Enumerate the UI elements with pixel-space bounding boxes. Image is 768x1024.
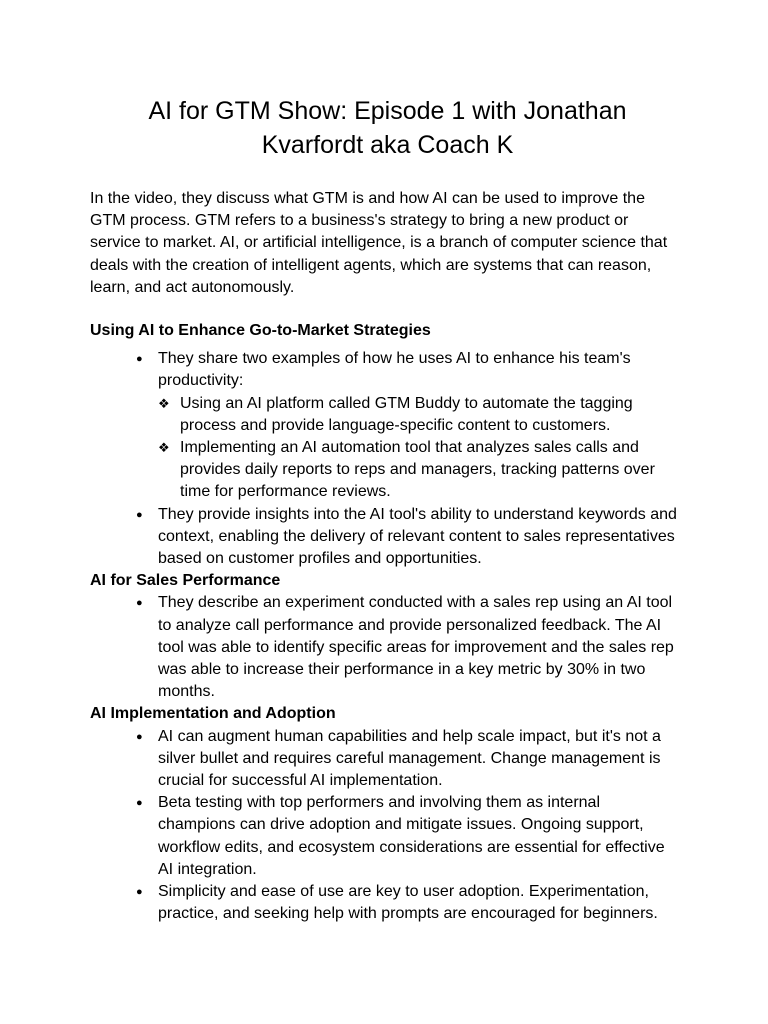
list-item: [90, 504, 678, 571]
list-item: [90, 592, 678, 703]
sub-list-item: [158, 393, 676, 437]
sections: [90, 320, 685, 925]
diamond-bullet-icon: ❖: [158, 440, 170, 456]
section-list-implementation-adoption: [90, 726, 685, 926]
section-list-sales-performance: [90, 592, 685, 703]
bullet-icon: ●: [136, 597, 143, 610]
list-item-text: Simplicity and ease of use are key to user adoption. Experimentation, practice, and seeking help with prompts are encouraged for beginners.: [158, 883, 658, 923]
section-heading-sales-performance: AI for Sales Performance: [90, 572, 281, 590]
page-title: [90, 94, 685, 162]
diamond-bullet-icon: ❖: [158, 395, 170, 411]
list-item-text: They share two examples of how he uses AI to enhance his team's productivity:: [158, 350, 631, 390]
list-item-text: They provide insights into the AI tool's ability to understand keywords and context, enabling the delivery of relevant content to sales representatives based on customer profiles and opportunities.: [158, 505, 677, 568]
list-item-text: Beta testing with top performers and involving them as internal champions can drive adoption and mitigate issues. Ongoing support, workflow edits, and ecosystem considerations are essential for effective AI integration.: [158, 794, 665, 878]
sub-list-item-text: Implementing an AI automation tool that analyzes sales calls and provides daily reports to reps and managers, tracking patterns over time for performance reviews.: [180, 439, 655, 501]
list-item: [90, 881, 678, 925]
list-item: [90, 726, 678, 793]
section-heading-implementation-adoption: AI Implementation and Adoption: [90, 705, 336, 723]
section-list-gtm-strategies: [90, 348, 685, 570]
bullet-icon: ●: [136, 730, 143, 743]
list-item-text: They describe an experiment conducted with a sales rep using an AI tool to analyze call performance and provide personalized feedback. The AI tool was able to identify specific areas for improvement and the sales rep was able to increase their performance in a key metric by 30% in two months.: [158, 594, 674, 701]
sub-list: [158, 393, 678, 504]
bullet-icon: ●: [136, 886, 143, 899]
title-line-1: AI for GTM Show: Episode 1 with Jonathan: [148, 97, 627, 125]
sub-list-item-text: Using an AI platform called GTM Buddy to automate the tagging process and provide language-specific content to customers.: [180, 394, 633, 434]
bullet-icon: ●: [136, 508, 143, 521]
title-line-2: Kvarfordt aka Coach K: [261, 131, 514, 159]
list-item-text: AI can augment human capabilities and help scale impact, but it's not a silver bullet and requires careful management. Change management is crucial for successful AI implementation.: [158, 727, 661, 790]
section-heading-gtm-strategies: Using AI to Enhance Go-to-Market Strategies: [90, 322, 431, 339]
bullet-icon: ●: [136, 797, 143, 810]
list-item: [90, 792, 678, 881]
sub-list-item: [158, 437, 676, 504]
intro-paragraph: In the video, they discuss what GTM is and how AI can be used to improve the GTM process. GTM refers to a business's strategy to bring a new product or service to market. AI, or artificial intelligence, is a branch of computer science that deals with the creation of intelligent agents, which are systems that can reason, learn, and act autonomously.: [90, 190, 668, 296]
bullet-icon: ●: [136, 353, 143, 366]
list-item: [90, 348, 678, 503]
